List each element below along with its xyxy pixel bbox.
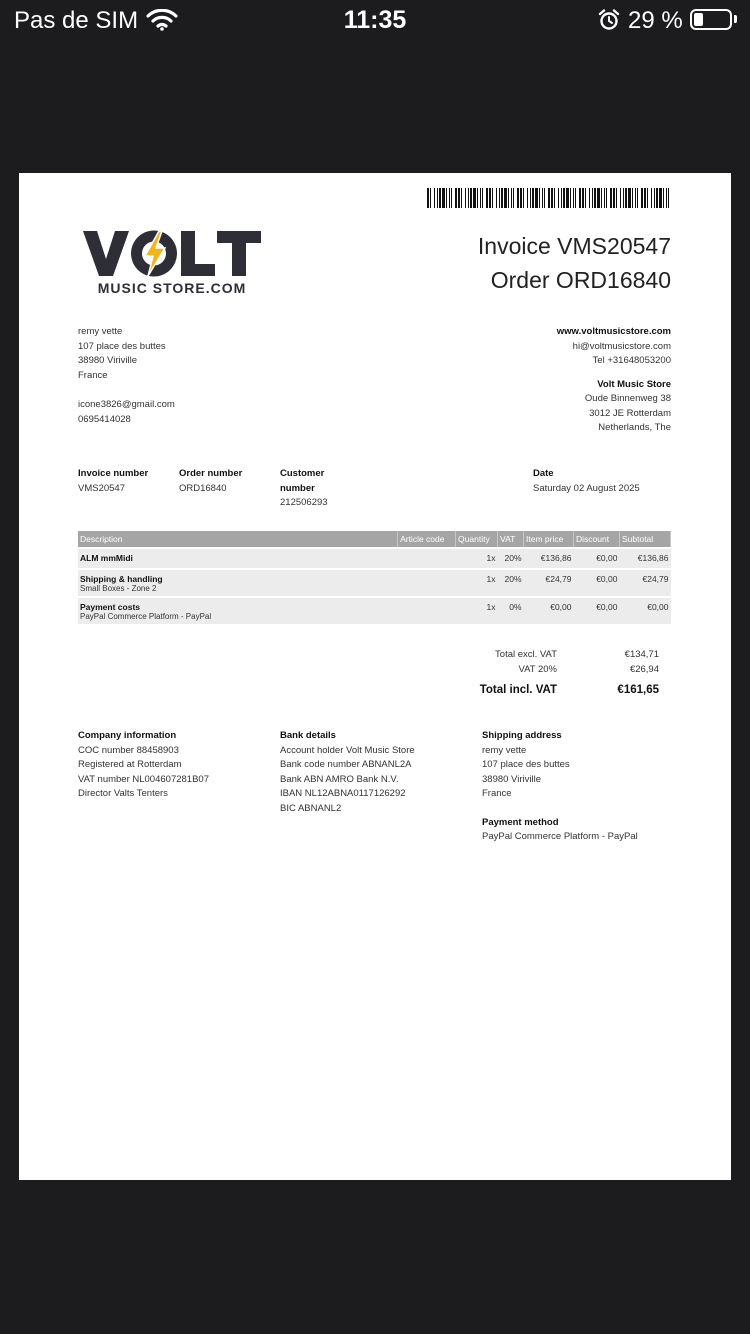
store-country: Netherlands, The bbox=[598, 422, 671, 433]
battery-tip bbox=[734, 15, 737, 23]
customer-city: 38980 Viriville bbox=[78, 355, 137, 366]
invoice-number-block bbox=[78, 467, 148, 496]
bank-details-line: Bank ABN AMRO Bank N.V. bbox=[280, 773, 399, 785]
volt-logo-mark bbox=[81, 228, 263, 280]
customer-country: France bbox=[78, 369, 108, 381]
row-subtotal: €24,79 bbox=[619, 569, 670, 597]
company-info-line: COC number 88458903 bbox=[78, 744, 179, 756]
invoice-number-value: VMS20547 bbox=[78, 482, 126, 494]
store-city: 3012 JE Rotterdam bbox=[589, 407, 671, 419]
battery-icon bbox=[690, 9, 732, 30]
row-item-price: €136,86 bbox=[524, 548, 574, 569]
row-discount: €0,00 bbox=[574, 569, 620, 597]
date-block bbox=[533, 467, 640, 496]
total-incl-value: €161,65 bbox=[617, 684, 659, 696]
bank-details-line: Account holder Volt Music Store bbox=[280, 744, 415, 756]
table-row bbox=[78, 597, 671, 624]
row-quantity: 1x bbox=[456, 569, 498, 597]
item-detail: PayPal Commerce Platform - PayPal bbox=[80, 612, 212, 621]
shipping-address bbox=[482, 729, 638, 845]
col-item-price: Item price bbox=[524, 531, 574, 548]
bank-details-line: BIC ABNANL2 bbox=[280, 802, 342, 814]
item-name: ALM mmMidi bbox=[80, 553, 133, 563]
company-info-line: Director Valts Tenters bbox=[78, 788, 168, 799]
customer-phone[interactable]: 0695414028 bbox=[78, 413, 131, 425]
row-discount: €0,00 bbox=[574, 548, 620, 569]
table-row bbox=[78, 548, 671, 569]
customer-address bbox=[78, 325, 166, 383]
row-item-price: €24,79 bbox=[524, 569, 574, 597]
col-discount: Discount bbox=[574, 531, 620, 548]
col-quantity: Quantity bbox=[456, 531, 498, 548]
col-article-code: Article code bbox=[398, 531, 456, 548]
vat-label: VAT 20% bbox=[518, 664, 557, 675]
store-website[interactable]: www.voltmusicstore.com bbox=[556, 326, 671, 337]
shipping-address-line: France bbox=[482, 788, 512, 799]
store-street: Oude Binnenweg 38 bbox=[584, 393, 671, 404]
store-email[interactable]: hi@voltmusicstore.com bbox=[572, 340, 671, 352]
row-article-code bbox=[398, 569, 456, 597]
payment-method-heading: Payment method bbox=[482, 816, 559, 828]
order-number-value: ORD16840 bbox=[179, 482, 227, 494]
battery-percentage: 29 % bbox=[628, 7, 683, 34]
row-subtotal: €136,86 bbox=[619, 548, 670, 569]
row-vat: 20% bbox=[498, 548, 524, 569]
invoice-title: Invoice VMS20547 bbox=[477, 233, 671, 259]
items-table bbox=[78, 531, 671, 624]
date-label: Date bbox=[533, 468, 554, 479]
row-subtotal: €0,00 bbox=[619, 597, 670, 624]
row-vat: 20% bbox=[498, 569, 524, 597]
shipping-address-heading: Shipping address bbox=[482, 730, 562, 741]
customer-name: remy vette bbox=[78, 326, 123, 337]
shipping-address-line: 38980 Viriville bbox=[482, 773, 541, 785]
status-bar bbox=[0, 0, 750, 40]
row-article-code bbox=[398, 597, 456, 624]
company-info-line: Registered at Rotterdam bbox=[78, 759, 182, 770]
store-info bbox=[557, 325, 671, 436]
invoice-number-label: Invoice number bbox=[78, 468, 149, 479]
alarm-icon bbox=[598, 9, 620, 36]
row-discount: €0,00 bbox=[574, 597, 620, 624]
row-description bbox=[78, 597, 398, 624]
item-name: Shipping & handling bbox=[80, 574, 163, 584]
bank-details-line: Bank code number ABNANL2A bbox=[280, 759, 412, 770]
company-info-heading: Company information bbox=[78, 730, 177, 741]
total-excl-value: €134,71 bbox=[624, 649, 659, 660]
bank-details-heading: Bank details bbox=[280, 730, 336, 741]
store-name: Volt Music Store bbox=[597, 378, 671, 390]
payment-method-value: PayPal Commerce Platform - PayPal bbox=[482, 831, 638, 842]
col-description: Description bbox=[78, 531, 398, 548]
shipping-address-line: remy vette bbox=[482, 744, 527, 756]
item-name: Payment costs bbox=[80, 602, 140, 612]
order-number-label: Order number bbox=[179, 468, 243, 479]
customer-contact bbox=[78, 398, 175, 427]
company-info-line: VAT number NL004607281B07 bbox=[78, 773, 209, 785]
row-description bbox=[78, 548, 398, 569]
customer-number-block bbox=[280, 467, 328, 511]
order-title: Order ORD16840 bbox=[490, 267, 671, 293]
row-article-code bbox=[398, 548, 456, 569]
total-incl-label: Total incl. VAT bbox=[479, 684, 557, 696]
customer-number-label-1: Customer bbox=[280, 468, 325, 479]
bank-details bbox=[280, 729, 415, 816]
item-detail: Small Boxes - Zone 2 bbox=[80, 584, 157, 593]
date-value: Saturday 02 August 2025 bbox=[533, 482, 640, 494]
store-tel[interactable]: Tel +31648053200 bbox=[592, 355, 671, 366]
customer-email[interactable]: icone3826@gmail.com bbox=[78, 399, 175, 410]
order-number-block bbox=[179, 467, 242, 496]
row-quantity: 1x bbox=[456, 597, 498, 624]
logo-subtitle: MUSIC STORE.COM bbox=[97, 280, 247, 296]
vat-value: €26,94 bbox=[629, 664, 659, 675]
bank-details-line: IBAN NL12ABNA0117126292 bbox=[280, 788, 406, 799]
volt-logo bbox=[81, 228, 263, 298]
col-vat: VAT bbox=[498, 531, 524, 548]
customer-street: 107 place des buttes bbox=[78, 340, 166, 352]
carrier-label: Pas de SIM bbox=[14, 7, 139, 34]
total-excl-label: Total excl. VAT bbox=[495, 649, 557, 660]
row-item-price: €0,00 bbox=[524, 597, 574, 624]
barcode bbox=[427, 188, 672, 208]
clock: 11:35 bbox=[343, 6, 407, 34]
customer-number-label-2: number bbox=[280, 482, 315, 494]
shipping-address-line: 107 place des buttes bbox=[482, 759, 570, 770]
table-header-row bbox=[78, 531, 671, 548]
company-information bbox=[78, 729, 209, 802]
invoice-document[interactable] bbox=[19, 173, 731, 1180]
customer-number-value: 212506293 bbox=[280, 497, 328, 508]
row-quantity: 1x bbox=[456, 548, 498, 569]
col-subtotal: Subtotal bbox=[619, 531, 670, 548]
row-vat: 0% bbox=[498, 597, 524, 624]
table-row bbox=[78, 569, 671, 597]
row-description bbox=[78, 569, 398, 597]
